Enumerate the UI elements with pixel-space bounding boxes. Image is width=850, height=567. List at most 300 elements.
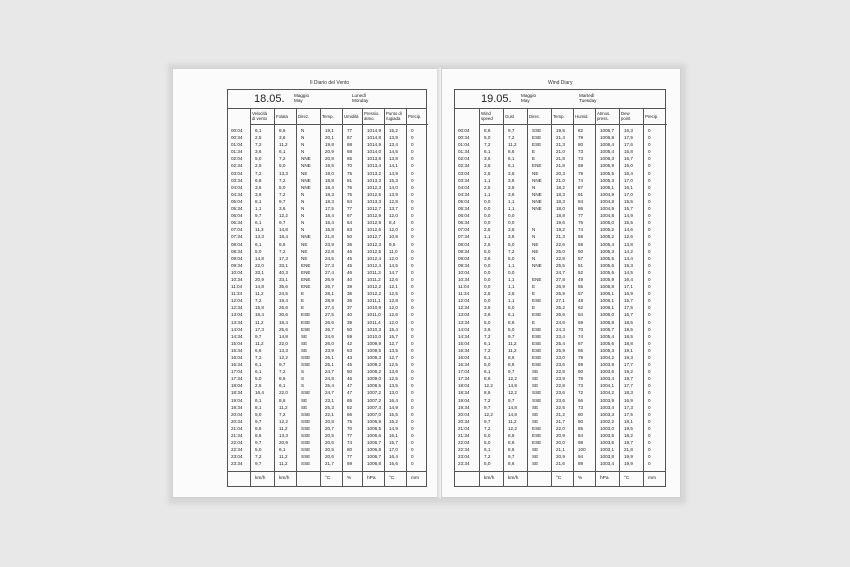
table-cell: SSE	[532, 397, 542, 403]
table-row	[228, 255, 426, 262]
column-header	[274, 108, 296, 125]
table-cell: 14,1	[389, 163, 398, 169]
table-cell: 23,1	[325, 397, 334, 403]
table-cell: 19,1	[624, 347, 633, 353]
time-cell: 05:04	[231, 198, 243, 204]
table-cell: 74	[578, 227, 584, 233]
table-cell: 18,8	[556, 213, 565, 219]
table-cell: 76	[347, 191, 353, 197]
table-cell: 20,5	[325, 447, 334, 453]
table-cell: 0	[648, 220, 651, 226]
table-row	[228, 361, 426, 368]
table-cell: 0	[411, 347, 414, 353]
table-cell: SE	[301, 333, 308, 339]
table-cell: 1006,7	[367, 454, 382, 460]
table-cell: 11,2	[279, 461, 288, 467]
table-cell: 3,6	[255, 149, 262, 155]
table-cell: 1014,8	[367, 135, 382, 141]
table-row	[228, 382, 426, 389]
table-cell: 24,5	[325, 255, 334, 261]
table-cell: N	[301, 220, 305, 226]
table-cell: 66	[578, 397, 584, 403]
table-cell: 15,8	[255, 305, 264, 311]
table-cell: 6,8	[255, 177, 262, 183]
table-cell: NE	[532, 248, 539, 254]
table-row	[455, 326, 665, 333]
table-cell: 6,1	[279, 149, 286, 155]
table-row	[455, 191, 665, 198]
table-cell: 12,8	[389, 198, 398, 204]
table-cell: 1003,5	[600, 433, 615, 439]
unit-label: hPa	[600, 476, 609, 481]
table-cell: 40	[347, 276, 353, 282]
table-cell: 1003,1	[600, 447, 615, 453]
table-cell: 5,0	[508, 241, 515, 247]
table-cell: 20,9	[255, 276, 264, 282]
time-cell: 09:04	[231, 255, 243, 261]
table-cell: 0	[411, 319, 414, 325]
time-cell: 21:04	[458, 425, 470, 431]
table-row	[228, 226, 426, 233]
table-row	[228, 375, 426, 382]
table-cell: ESE	[532, 433, 542, 439]
table-cell: 6,1	[255, 220, 262, 226]
time-cell: 10:34	[458, 276, 470, 282]
table-cell: 1013,3	[367, 198, 382, 204]
table-cell: 3,6	[484, 255, 491, 261]
table-cell: 13,0	[389, 390, 398, 396]
table-cell: 98	[578, 440, 584, 446]
table-cell: 86	[578, 206, 584, 212]
table-cell: 0	[411, 128, 414, 133]
table-cell: 12,2	[279, 418, 288, 424]
table-cell: 1011,3	[367, 269, 381, 275]
table-cell: 21,8	[624, 447, 633, 453]
table-cell: 8,6	[484, 376, 491, 382]
table-cell: 0	[411, 326, 414, 332]
table-cell: 24,3	[556, 326, 565, 332]
table-cell: 3,6	[484, 326, 491, 332]
table-cell: 59	[347, 333, 353, 339]
table-cell: 1013,8	[367, 156, 382, 162]
table-cell: 1003,4	[600, 376, 615, 382]
table-cell: 1003,8	[600, 454, 615, 460]
table-cell: 1011,4	[367, 319, 381, 325]
table-cell: 18,5	[624, 333, 633, 339]
table-row	[228, 333, 426, 340]
time-cell: 04:34	[458, 191, 470, 197]
table-cell: 7,2	[484, 425, 491, 431]
table-cell: 18,8	[325, 177, 334, 183]
table-cell: 16,1	[624, 184, 633, 190]
table-cell: 91	[578, 191, 584, 197]
table-cell: 14,8	[279, 227, 288, 233]
table-row	[228, 162, 426, 169]
table-cell: E	[532, 319, 536, 325]
table-cell: 5,0	[508, 326, 515, 332]
table-cell: 12,8	[389, 298, 398, 304]
table-cell: 0	[648, 269, 651, 275]
table-cell: SSE	[301, 362, 311, 368]
table-cell: 12,2	[508, 376, 517, 382]
column-header-line: Temp.	[553, 113, 565, 119]
table-row	[455, 283, 665, 290]
table-row	[228, 319, 426, 326]
time-cell: 07:34	[458, 234, 470, 240]
table-cell: SSE	[301, 440, 311, 446]
table-cell: 50	[347, 326, 353, 332]
table-row	[228, 233, 426, 240]
table-cell: 1006,7	[367, 440, 382, 446]
table-cell: 3,6	[484, 312, 491, 318]
table-cell: 52	[578, 269, 584, 275]
table-row	[455, 347, 665, 354]
table-cell: 1003,9	[600, 362, 615, 368]
table-cell: 3,6	[508, 177, 515, 183]
table-cell: SSE	[301, 454, 311, 460]
table-cell: E	[301, 291, 305, 297]
table-row	[228, 389, 426, 396]
table-cell: 1012,7	[367, 234, 382, 240]
table-cell: 39	[347, 284, 353, 290]
table-cell: 24,8	[325, 376, 334, 382]
table-cell: 24,7	[325, 369, 334, 375]
table-cell: 100	[578, 447, 586, 453]
table-cell: 5,0	[255, 376, 262, 382]
table-cell: 67	[347, 213, 353, 219]
table-cell: 0	[411, 418, 414, 424]
table-row	[228, 276, 426, 283]
time-cell: 05:34	[458, 206, 470, 212]
table-cell: 0	[411, 376, 414, 382]
table-cell: N	[532, 255, 536, 261]
table-cell: 0,0	[508, 213, 515, 219]
table-cell: NNE	[301, 184, 311, 190]
column-header-line: Pressio.	[364, 111, 380, 116]
table-cell: 1014,9	[367, 142, 382, 148]
table-cell: 33,1	[279, 262, 288, 268]
table-cell: N	[301, 227, 305, 233]
table-cell: 20,0	[556, 440, 565, 446]
table-cell: 3,6	[508, 291, 515, 297]
table-cell: 0	[648, 255, 651, 261]
table-cell: 64	[347, 220, 353, 226]
table-cell: 6,1	[255, 369, 262, 375]
table-cell: 18,2	[624, 433, 633, 439]
table-cell: 81	[347, 177, 353, 183]
table-cell: 11,2	[279, 142, 288, 148]
unit-label: km/h	[279, 476, 290, 481]
table-cell: 9,7	[484, 418, 491, 424]
table-cell: 1,1	[508, 298, 515, 304]
table-cell: 17,6	[624, 142, 633, 148]
table-cell: 1003,4	[600, 404, 615, 410]
time-cell: 18:04	[231, 383, 243, 389]
table-cell: 8,6	[279, 397, 286, 403]
table-cell: 18,3	[325, 191, 334, 197]
table-cell: 1006,8	[600, 319, 615, 325]
table-cell: 14,8	[255, 255, 264, 261]
table-row	[228, 262, 426, 269]
table-cell: 8,6	[508, 440, 515, 446]
table-row	[455, 311, 665, 318]
table-cell: 15,4	[389, 326, 398, 332]
table-cell: 18,5	[624, 326, 633, 332]
column-header-line: Velocità	[252, 111, 268, 116]
table-row	[455, 219, 665, 226]
table-row	[228, 453, 426, 460]
table-cell: 9,7	[508, 369, 515, 375]
table-cell: 0	[648, 128, 651, 133]
table-cell: 0	[411, 425, 414, 431]
table-cell: 16,4	[389, 454, 398, 460]
table-cell: 15,4	[325, 220, 334, 226]
table-cell: 76	[578, 220, 584, 226]
table-cell: 20,6	[325, 440, 334, 446]
table-cell: 0	[648, 227, 651, 233]
table-cell: 12,2	[508, 390, 517, 396]
table-cell: 0	[648, 355, 651, 360]
table-cell: 0	[411, 355, 414, 360]
time-cell: 15:34	[458, 347, 470, 353]
table-cell: NNE	[532, 262, 542, 268]
table-row	[455, 404, 665, 411]
table-cell: 63	[347, 227, 353, 233]
table-cell: 14,8	[255, 284, 264, 290]
table-cell: 21,8	[556, 163, 565, 169]
table-cell: 7,2	[255, 454, 262, 460]
table-cell: 1005,5	[600, 255, 615, 261]
table-cell: 3,6	[279, 206, 286, 212]
table-cell: 1004,9	[600, 206, 615, 212]
table-cell: E	[532, 305, 536, 311]
table-cell: 20,9	[556, 454, 565, 460]
table-cell: 17,3	[279, 255, 288, 261]
table-cell: 22,0	[556, 425, 565, 431]
table-cell: 12,0	[389, 319, 398, 325]
table-cell: 20,9	[279, 440, 288, 446]
table-cell: 1002,2	[600, 418, 615, 424]
time-cell: 07:34	[231, 234, 243, 240]
table-cell: 1006,1	[600, 291, 615, 297]
table-cell: 1005,3	[600, 248, 615, 254]
column-header-line: Gust	[505, 113, 515, 119]
table-cell: ESE	[532, 440, 542, 446]
table-cell: 3,6	[255, 184, 262, 190]
table-cell: 8,6	[508, 149, 515, 155]
table-cell: ENE	[301, 276, 311, 282]
table-cell: 8,6	[279, 128, 286, 133]
table-cell: 0	[411, 177, 414, 183]
weekday-it: Martedì	[579, 93, 595, 98]
table-cell: NNE	[532, 177, 542, 183]
column-header-line: speed	[481, 116, 493, 121]
table-cell: 20,3	[556, 170, 565, 176]
table-cell: 1,1	[484, 177, 491, 183]
time-cell: 05:04	[458, 198, 470, 204]
table-cell: 23,9	[325, 241, 334, 247]
table-cell: 52	[347, 404, 353, 410]
table-cell: 6,1	[508, 156, 515, 162]
column-header	[619, 108, 643, 125]
table-cell: 50	[347, 369, 353, 375]
time-cell: 17:04	[458, 369, 470, 375]
time-cell: 19:04	[231, 397, 243, 403]
table-cell: 50	[347, 234, 353, 240]
table-cell: 77	[578, 213, 584, 219]
table-cell: 12,7	[389, 355, 398, 360]
table-cell: 69	[578, 319, 584, 325]
table-cell: 1003,6	[600, 440, 615, 446]
time-cell: 05:34	[231, 206, 243, 212]
table-cell: 15,7	[624, 206, 633, 212]
column-header-line: Punto di	[386, 111, 402, 116]
table-cell: 67	[347, 135, 353, 141]
table-cell: 0	[648, 198, 651, 204]
table-cell: 12,2	[279, 213, 288, 219]
table-cell: ESE	[532, 362, 542, 368]
table-cell: 42	[347, 340, 353, 346]
table-row	[228, 184, 426, 191]
time-cell: 09:04	[458, 255, 470, 261]
table-cell: E	[532, 284, 536, 290]
table-cell: 12,1	[389, 284, 398, 290]
table-row	[455, 333, 665, 340]
table-cell: 21,0	[556, 177, 565, 183]
table-cell: 37	[347, 305, 353, 311]
table-cell: 1005,9	[600, 163, 615, 169]
table-cell: 27,4	[325, 305, 334, 311]
table-cell: 17,0	[624, 177, 633, 183]
table-cell: 11,0	[389, 248, 398, 254]
unit-label: mm	[411, 476, 419, 481]
table-cell: 14,5	[389, 149, 398, 155]
table-cell: 9,7	[508, 454, 515, 460]
table-cell: 1012,2	[367, 284, 382, 290]
table-cell: ESE	[301, 319, 311, 325]
table-cell: 26,1	[325, 355, 334, 360]
table-cell: SE	[532, 461, 539, 467]
table-cell: 75	[347, 170, 353, 176]
table-cell: SE	[532, 383, 539, 389]
column-header	[320, 108, 342, 125]
table-cell: 3,6	[484, 156, 491, 162]
table-cell: 1006,1	[600, 305, 615, 311]
time-cell: 23:34	[231, 461, 243, 467]
table-cell: 9,7	[279, 198, 286, 204]
table-cell: 0	[648, 276, 651, 282]
weekday-en: Tuesday	[579, 98, 597, 104]
column-header-line: Temp.	[322, 113, 334, 119]
table-cell: 1012,7	[367, 206, 382, 212]
time-cell: 02:04	[458, 156, 470, 162]
table-row	[455, 460, 665, 467]
table-cell: 19,9	[624, 461, 633, 467]
table-cell: 19,6	[556, 220, 565, 226]
table-cell: 0	[648, 404, 651, 410]
table-cell: 30,6	[279, 312, 288, 318]
table-cell: 8,6	[508, 319, 515, 325]
table-cell: N	[301, 198, 305, 204]
table-cell: 0	[648, 191, 651, 197]
time-cell: 00:04	[458, 128, 470, 133]
table-cell: 12,0	[389, 213, 398, 219]
table-cell: 0	[411, 369, 414, 375]
time-cell: 15:04	[458, 340, 470, 346]
table-row	[455, 255, 665, 262]
table-cell: 0	[648, 447, 651, 453]
table-cell: 0	[411, 461, 414, 467]
table-cell: 73	[578, 383, 584, 389]
table-cell: 2,5	[255, 163, 262, 169]
table-cell: 26,9	[325, 276, 334, 282]
table-cell: 12,5	[389, 291, 398, 297]
table-cell: 0	[648, 397, 651, 403]
table-cell: 18,3	[624, 390, 633, 396]
table-cell: 15,3	[389, 177, 398, 183]
table-cell: NNE	[301, 163, 311, 169]
table-cell: 0	[411, 440, 414, 446]
table-cell: 9,7	[255, 461, 262, 467]
table-cell: E	[301, 305, 305, 311]
table-row	[455, 361, 665, 368]
table-row	[455, 177, 665, 184]
table-row	[455, 205, 665, 212]
column-header-line: point	[621, 116, 631, 121]
time-cell: 23:04	[231, 454, 243, 460]
time-cell: 00:34	[458, 135, 470, 141]
table-cell: 1008,5	[367, 383, 382, 389]
table-cell: 28,1	[325, 291, 334, 297]
column-header-line: press.	[597, 116, 609, 121]
table-cell: ESE	[532, 425, 542, 431]
table-cell: 19,2	[556, 227, 565, 233]
table-cell: 8,1	[255, 404, 262, 410]
time-cell: 10:04	[231, 269, 243, 275]
table-cell: 79	[578, 135, 584, 141]
table-cell: 45	[347, 255, 353, 261]
table-cell: 20,8	[325, 156, 334, 162]
table-cell: 6,1	[255, 362, 262, 368]
table-cell: 24,5	[279, 291, 288, 297]
table-body	[228, 127, 426, 468]
table-cell: 12,5	[389, 362, 398, 368]
table-cell: 0,0	[508, 220, 515, 226]
table-cell: 0,0	[484, 298, 491, 304]
table-cell: 1005,1	[600, 184, 615, 190]
table-cell: 80	[578, 369, 584, 375]
table-row	[228, 439, 426, 446]
table-row	[455, 141, 665, 148]
table-cell: 0	[648, 262, 651, 268]
table-cell: 10,8	[389, 234, 398, 240]
table-cell: 1009,3	[367, 355, 382, 360]
table-row	[228, 170, 426, 177]
table-cell: 6,1	[484, 355, 491, 360]
table-cell: SE	[301, 404, 308, 410]
table-cell: 1005,4	[600, 333, 615, 339]
table-cell: 0	[411, 276, 414, 282]
table-cell: 2,5	[484, 184, 491, 190]
table-cell: 57	[578, 291, 584, 297]
table-cell: 1007,2	[367, 397, 382, 403]
time-cell: 17:04	[231, 369, 243, 375]
table-cell: 15,8	[624, 149, 633, 155]
table-cell: 62	[578, 305, 584, 311]
table-cell: 9,7	[279, 362, 286, 368]
table-cell: 15,7	[624, 298, 633, 304]
table-row	[455, 248, 665, 255]
